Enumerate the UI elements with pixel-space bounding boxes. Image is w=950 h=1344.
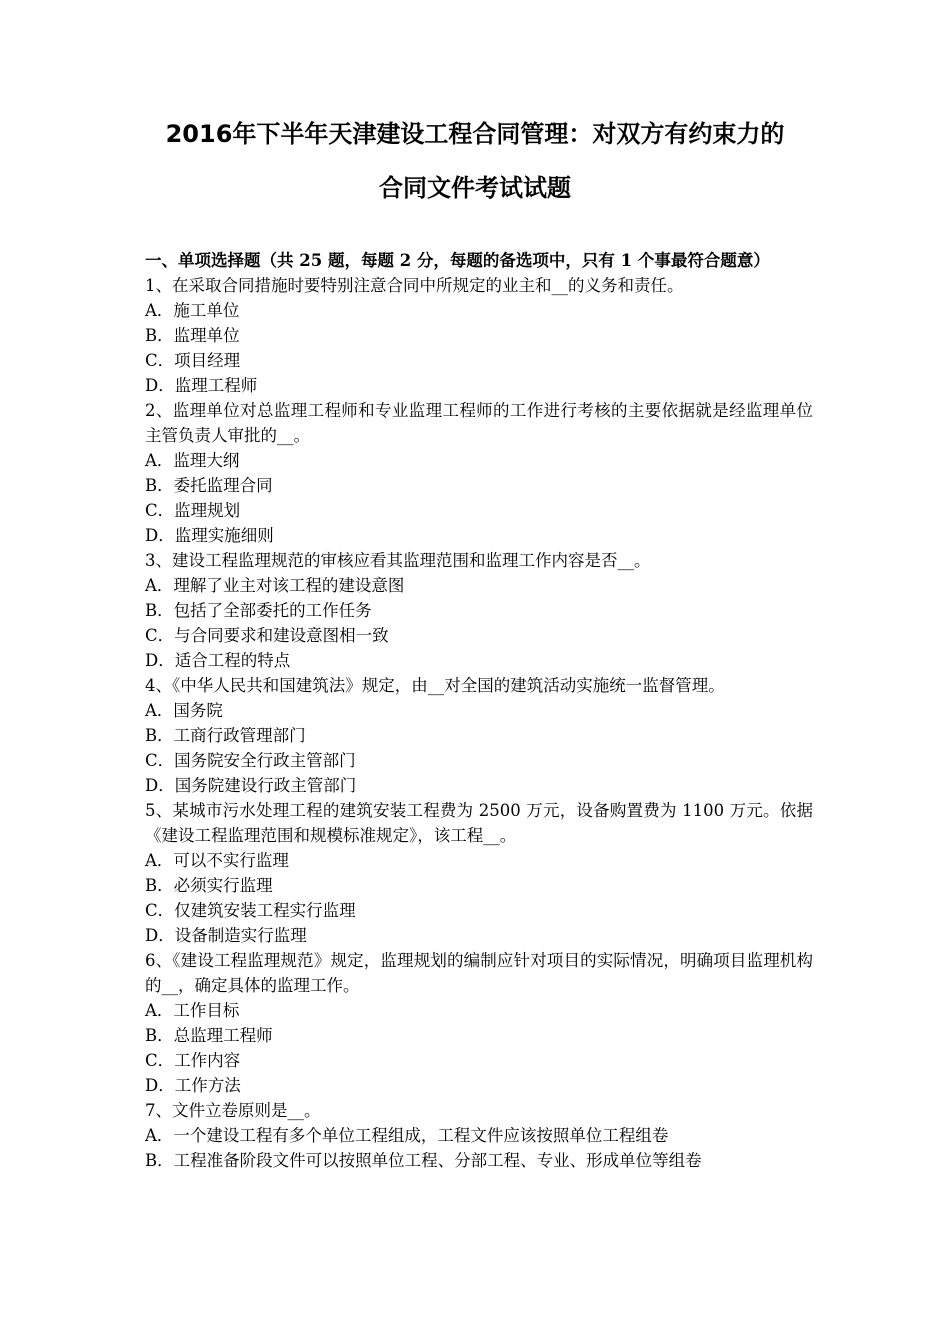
option-c: C．工作内容 xyxy=(145,1051,241,1070)
question-stem: 1、在采取合同措施时要特别注意合同中所规定的业主和__的义务和责任。 xyxy=(145,276,684,295)
option-c: C．国务院安全行政主管部门 xyxy=(145,751,356,770)
question-stem: 2、监理单位对总监理工程师和专业监理工程师的工作进行考核的主要依据就是经监理单位主管负责人审批的__。 xyxy=(145,401,813,445)
question-4 xyxy=(145,673,813,798)
section-heading: 一、单项选择题（共 25 题，每题 2 分，每题的备选项中，只有 1 个事最符合题意） xyxy=(145,251,770,270)
option-c: C．与合同要求和建设意图相一致 xyxy=(145,626,389,645)
option-a: A．可以不实行监理 xyxy=(145,851,289,870)
question-1 xyxy=(145,273,813,398)
option-d: D．国务院建设行政主管部门 xyxy=(145,776,357,795)
question-2 xyxy=(145,398,813,548)
option-d: D．监理工程师 xyxy=(145,376,258,395)
option-c: C．项目经理 xyxy=(145,351,241,370)
option-b: B．包括了全部委托的工作任务 xyxy=(145,601,372,620)
document-title-line1: 2016年下半年天津建设工程合同管理：对双方有约束力的 xyxy=(165,120,785,148)
document-title-line2: 合同文件考试试题 xyxy=(379,174,571,202)
option-a: A．工作目标 xyxy=(145,1001,240,1020)
question-stem: 7、文件立卷原则是__。 xyxy=(145,1101,321,1120)
option-d: D．适合工程的特点 xyxy=(145,651,291,670)
option-d: D．设备制造实行监理 xyxy=(145,926,307,945)
question-3 xyxy=(145,548,813,673)
document-body xyxy=(145,248,813,1173)
question-stem: 4、《中华人民共和国建筑法》规定，由__对全国的建筑活动实施统一监督管理。 xyxy=(145,676,725,695)
option-a: A．理解了业主对该工程的建设意图 xyxy=(145,576,405,595)
option-c: C．监理规划 xyxy=(145,501,241,520)
question-stem: 5、某城市污水处理工程的建筑安装工程费为 2500 万元，设备购置费为 1100 万元。依据《建设工程监理范围和规模标准规定》，该工程__。 xyxy=(145,801,813,845)
option-d: D．工作方法 xyxy=(145,1076,241,1095)
option-d: D．监理实施细则 xyxy=(145,526,274,545)
option-a: A．监理大纲 xyxy=(145,451,240,470)
option-b: B．总监理工程师 xyxy=(145,1026,273,1045)
option-a: A．国务院 xyxy=(145,701,223,720)
option-c: C．仅建筑安装工程实行监理 xyxy=(145,901,356,920)
option-b: B．必须实行监理 xyxy=(145,876,273,895)
option-b: B．委托监理合同 xyxy=(145,476,273,495)
question-5 xyxy=(145,798,813,948)
option-b: B．工商行政管理部门 xyxy=(145,726,306,745)
question-6 xyxy=(145,948,813,1098)
question-stem: 3、建设工程监理规范的审核应看其监理范围和监理工作内容是否__。 xyxy=(145,551,651,570)
question-stem: 6、《建设工程监理规范》规定，监理规划的编制应针对项目的实际情况，明确项目监理机构的__，确定具体的监理工作。 xyxy=(145,951,813,995)
option-a: A．施工单位 xyxy=(145,301,240,320)
question-7 xyxy=(145,1098,813,1173)
option-b: B．工程准备阶段文件可以按照单位工程、分部工程、专业、形成单位等组卷 xyxy=(145,1151,702,1170)
option-a: A．一个建设工程有多个单位工程组成，工程文件应该按照单位工程组卷 xyxy=(145,1126,669,1145)
option-b: B．监理单位 xyxy=(145,326,240,345)
